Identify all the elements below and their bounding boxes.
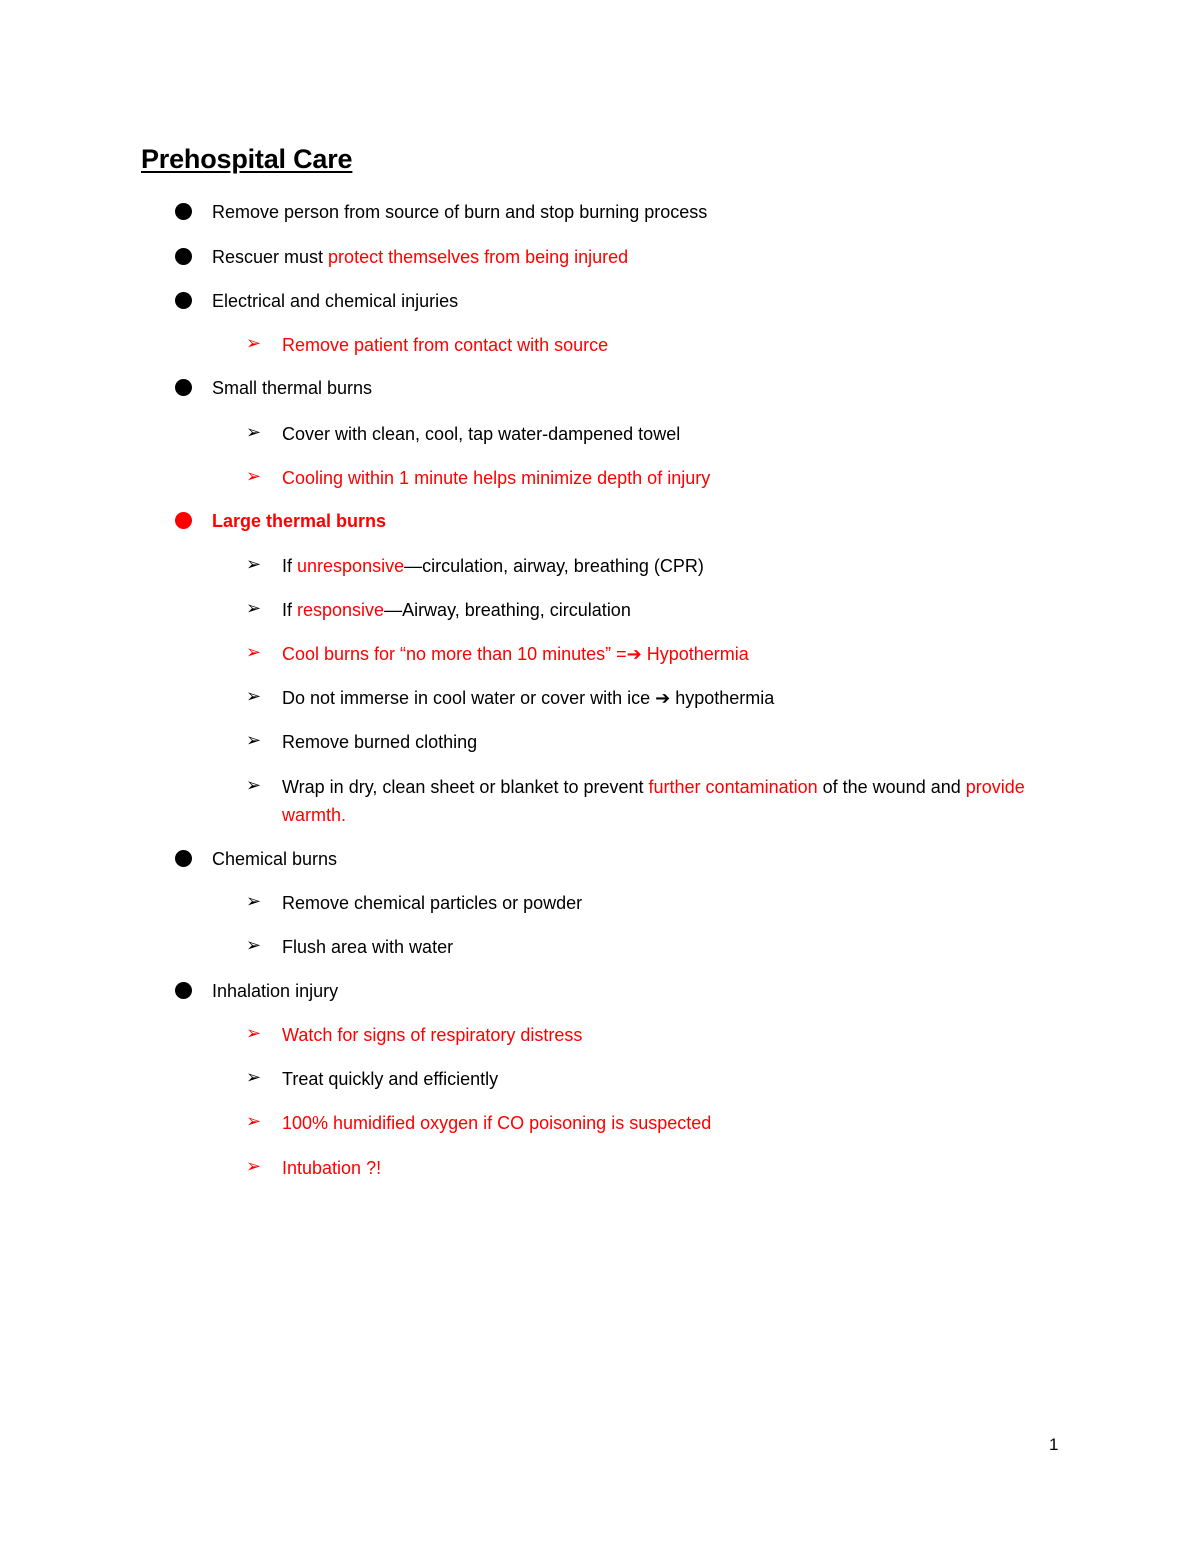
sub-list-item-text: Treat quickly and efficiently <box>282 1069 499 1089</box>
page-number: 1 <box>1049 1435 1059 1454</box>
text-segment: —Airway, breathing, circulation <box>384 600 631 620</box>
text-segment: of the wound and <box>817 777 966 797</box>
right-arrow-icon: ➔ <box>655 688 671 709</box>
bullet-dot-icon <box>175 248 192 265</box>
sub-list-item-text <box>282 773 1072 829</box>
sub-list-item-text: 100% humidified oxygen if CO poisoning is suspected <box>282 1113 712 1133</box>
text-segment: Rescuer must <box>212 247 329 267</box>
arrow-bullet-icon: ➢ <box>246 1023 262 1044</box>
arrow-bullet-icon: ➢ <box>246 598 262 619</box>
sub-list-item-text <box>282 552 1072 580</box>
text-segment: Cool burns for “no more than 10 minutes” = <box>282 644 627 664</box>
bullet-dot-icon <box>175 292 192 309</box>
emphasis-text: responsive <box>297 600 385 620</box>
arrow-bullet-icon: ➢ <box>246 891 262 912</box>
arrow-bullet-icon: ➢ <box>246 466 262 487</box>
arrow-bullet-icon: ➢ <box>246 333 262 354</box>
emphasis-text: further contamination <box>648 777 818 797</box>
list-item-text <box>212 245 628 269</box>
list-item-text: Inhalation injury <box>212 981 339 1001</box>
sub-list-item-text: Remove chemical particles or powder <box>282 893 583 913</box>
arrow-bullet-icon: ➢ <box>246 730 262 751</box>
emphasis-text: provide warmth. <box>282 777 1025 825</box>
sub-list-item-text: Flush area with water <box>282 937 454 957</box>
sub-list-item-text: Intubation ?! <box>282 1158 382 1178</box>
sub-list-item-text: Remove patient from contact with source <box>282 335 609 355</box>
text-segment: If <box>282 556 298 576</box>
arrow-bullet-icon: ➢ <box>246 1111 262 1132</box>
sub-list-item-text <box>282 596 1072 624</box>
text-segment: Do not immerse in cool water or cover with ice <box>282 688 656 708</box>
text-segment: Hypothermia <box>641 644 749 664</box>
text-segment: —circulation, airway, breathing (CPR) <box>404 556 704 576</box>
sub-list-item-text: Remove burned clothing <box>282 732 478 752</box>
sub-list-item-text: Cover with clean, cool, tap water-dampened towel <box>282 424 681 444</box>
arrow-bullet-icon: ➢ <box>246 554 262 575</box>
arrow-bullet-icon: ➢ <box>246 1156 262 1177</box>
list-item-text: Electrical and chemical injuries <box>212 291 459 311</box>
bullet-dot-icon <box>175 379 192 396</box>
arrow-bullet-icon: ➢ <box>246 775 262 796</box>
right-arrow-icon: ➔ <box>626 644 642 665</box>
arrow-bullet-icon: ➢ <box>246 422 262 443</box>
sub-list-item-text: Cooling within 1 minute helps minimize depth of injury <box>282 468 711 488</box>
bullet-dot-icon <box>175 203 192 220</box>
arrow-bullet-icon: ➢ <box>246 1067 262 1088</box>
emphasis-text: unresponsive <box>297 556 405 576</box>
arrow-bullet-icon: ➢ <box>246 686 262 707</box>
bullet-dot-icon <box>175 512 192 529</box>
arrow-bullet-icon: ➢ <box>246 935 262 956</box>
list-item-text: Large thermal burns <box>212 511 387 531</box>
text-segment: If <box>282 600 298 620</box>
sub-list-item-text <box>282 640 1072 669</box>
list-item-text: Chemical burns <box>212 849 338 869</box>
list-item-text: Small thermal burns <box>212 378 373 398</box>
text-segment: hypothermia <box>670 688 775 708</box>
list-item-text: Remove person from source of burn and stop burning process <box>212 202 708 222</box>
text-segment: Wrap in dry, clean sheet or blanket to prevent <box>282 777 649 797</box>
arrow-bullet-icon: ➢ <box>246 642 262 663</box>
bullet-dot-icon <box>175 982 192 999</box>
sub-list-item-text <box>282 684 1072 713</box>
sub-list-item-text: Watch for signs of respiratory distress <box>282 1025 583 1045</box>
emphasis-text: protect themselves from being injured <box>328 247 629 267</box>
bullet-dot-icon <box>175 850 192 867</box>
page-title: Prehospital Care <box>141 144 353 174</box>
